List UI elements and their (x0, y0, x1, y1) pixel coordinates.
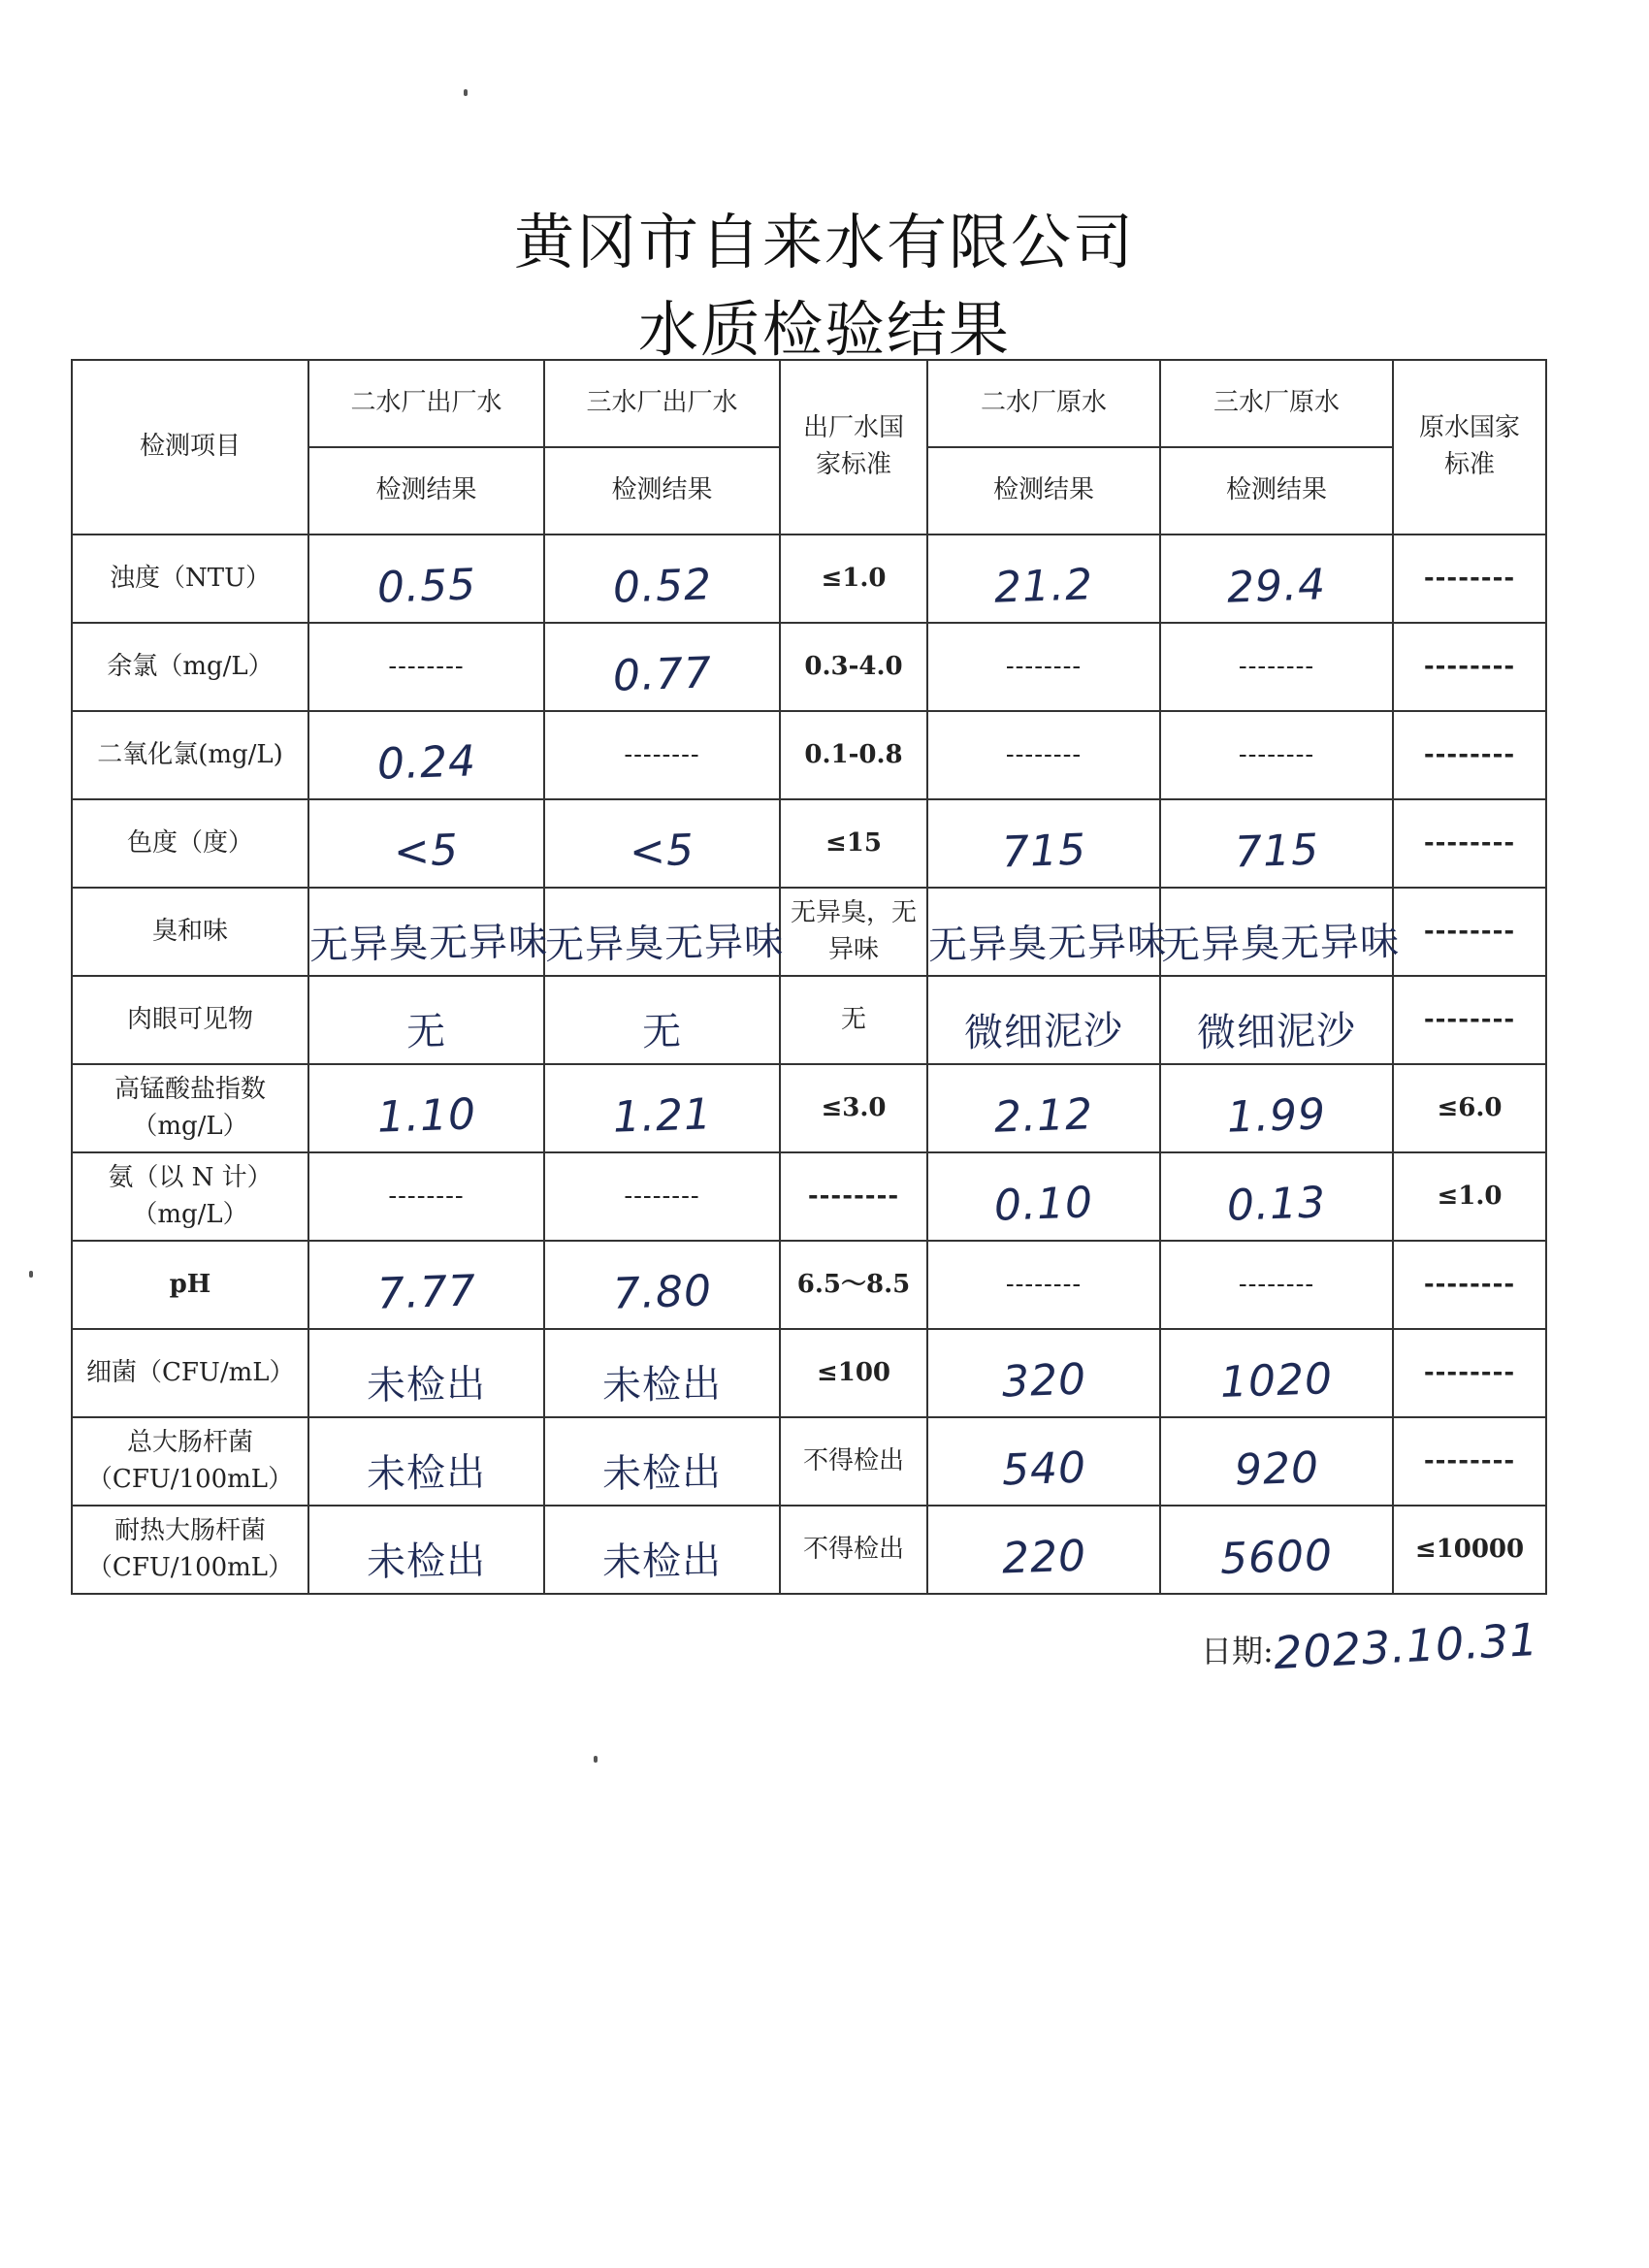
out-standard-value: 无 (780, 976, 927, 1064)
plant3-out-value (544, 1417, 780, 1506)
header-plant3-out: 三水厂出厂水 (544, 360, 780, 447)
plant2-raw-value: -------- (927, 623, 1160, 711)
out-standard-value: 6.5～8.5 (780, 1241, 927, 1329)
out-standard-value: ≤3.0 (780, 1064, 927, 1152)
plant2-out-value (308, 1064, 544, 1152)
header-plant2-out: 二水厂出厂水 (308, 360, 544, 447)
plant3-raw-value (1160, 1417, 1393, 1506)
plant3-out-value (544, 1329, 780, 1417)
plant2-out-value (308, 976, 544, 1064)
plant2-raw-value (927, 1417, 1160, 1506)
raw-standard-value: -------- (1393, 888, 1546, 976)
header-result: 检测结果 (1160, 447, 1393, 535)
plant3-out-value (544, 1506, 780, 1594)
handwritten-value: 1020 (1219, 1353, 1334, 1408)
plant3-out-value: -------- (544, 711, 780, 799)
table-row (72, 1152, 1546, 1241)
plant3-raw-value: -------- (1160, 711, 1393, 799)
plant3-out-value (544, 799, 780, 888)
handwritten-value: 715 (1000, 825, 1087, 878)
handwritten-value: 微细泥沙 (1196, 1008, 1357, 1055)
handwritten-value: 0.55 (375, 559, 477, 613)
raw-standard-value: -------- (1393, 976, 1546, 1064)
table-row (72, 1064, 1546, 1152)
raw-standard-value: -------- (1393, 535, 1546, 623)
plant2-out-value: -------- (308, 623, 544, 711)
plant2-raw-value: -------- (927, 1241, 1160, 1329)
table-row (72, 623, 1546, 711)
handwritten-value: 未检出 (366, 1538, 487, 1585)
item-cell: 耐热大肠杆菌（CFU/100mL） (72, 1506, 308, 1594)
header-plant2-raw: 二水厂原水 (927, 360, 1160, 447)
handwritten-value: 0.10 (993, 1177, 1094, 1231)
table-row (72, 711, 1546, 799)
table-row (72, 976, 1546, 1064)
out-standard-value: 无异臭，无异味 (780, 888, 927, 976)
document-title: 黄冈市自来水有限公司 (513, 207, 1135, 277)
handwritten-value: 未检出 (601, 1538, 723, 1585)
handwritten-value: 未检出 (601, 1449, 723, 1497)
handwritten-value: 1.10 (375, 1088, 477, 1143)
handwritten-value: 920 (1233, 1442, 1320, 1496)
plant3-raw-value (1160, 1064, 1393, 1152)
header-result: 检测结果 (544, 447, 780, 535)
handwritten-value: 无异臭无异味 (308, 919, 549, 968)
scan-speck (594, 1756, 598, 1763)
item-cell: 总大肠杆菌（CFU/100mL） (72, 1417, 308, 1506)
plant3-out-value (544, 1241, 780, 1329)
plant2-out-value (308, 1329, 544, 1417)
plant2-out-value (308, 888, 549, 976)
raw-standard-value: -------- (1393, 1417, 1546, 1506)
date-label: 日期: (1201, 1633, 1274, 1669)
handwritten-value: 7.77 (375, 1265, 477, 1319)
out-standard-value: ≤15 (780, 799, 927, 888)
item-cell: 浊度（NTU） (72, 535, 308, 623)
handwritten-value: 0.77 (611, 647, 713, 701)
results-body (72, 535, 1546, 1594)
plant3-raw-value (1160, 976, 1393, 1064)
handwritten-value: 320 (1000, 1354, 1087, 1408)
handwritten-value: 29.4 (1226, 559, 1327, 613)
plant2-out-value (308, 1417, 544, 1506)
raw-standard-value: ≤6.0 (1393, 1064, 1546, 1152)
plant2-raw-value (927, 976, 1160, 1064)
header-raw-standard: 原水国家标准 (1393, 360, 1546, 535)
out-standard-value: ≤100 (780, 1329, 927, 1417)
item-cell: 臭和味 (72, 888, 308, 976)
handwritten-value: 未检出 (366, 1361, 487, 1409)
plant2-out-value (308, 1506, 544, 1594)
handwritten-value: 0.13 (1226, 1177, 1327, 1231)
handwritten-value: 无异臭无异味 (927, 919, 1168, 968)
out-standard-value: 0.1-0.8 (780, 711, 927, 799)
raw-standard-value: -------- (1393, 1329, 1546, 1417)
handwritten-value: 未检出 (601, 1361, 723, 1409)
table-row (72, 1241, 1546, 1329)
plant2-out-value (308, 1241, 544, 1329)
plant2-raw-value (927, 1152, 1160, 1241)
plant3-out-value (544, 976, 780, 1064)
item-cell: 细菌（CFU/mL） (72, 1329, 308, 1417)
plant3-raw-value (1160, 1506, 1393, 1594)
handwritten-value: 2.12 (993, 1088, 1094, 1143)
plant2-raw-value (927, 1506, 1160, 1594)
item-cell: 氨（以 N 计）（mg/L） (72, 1152, 308, 1241)
raw-standard-value: -------- (1393, 1241, 1546, 1329)
out-standard-value: -------- (780, 1152, 927, 1241)
plant2-out-value (308, 711, 544, 799)
table-row (72, 1417, 1546, 1506)
handwritten-value: 715 (1233, 825, 1320, 878)
plant3-raw-value: -------- (1160, 1241, 1393, 1329)
plant2-raw-value (927, 1329, 1160, 1417)
plant2-out-value (308, 535, 544, 623)
item-cell: 余氯（mg/L） (72, 623, 308, 711)
plant2-raw-value (927, 888, 1168, 976)
header-result: 检测结果 (308, 447, 544, 535)
header-plant3-raw: 三水厂原水 (1160, 360, 1393, 447)
table-row (72, 888, 1546, 976)
plant2-raw-value (927, 1064, 1160, 1152)
date (1201, 1612, 1540, 1680)
scan-speck (29, 1271, 33, 1278)
handwritten-value: 无异臭无异味 (1160, 919, 1401, 968)
plant2-raw-value (927, 535, 1160, 623)
plant3-raw-value (1160, 799, 1393, 888)
table-row (72, 1329, 1546, 1417)
item-cell: 肉眼可见物 (72, 976, 308, 1064)
plant2-raw-value (927, 799, 1160, 888)
header-result: 检测结果 (927, 447, 1160, 535)
handwritten-value: 0.24 (375, 735, 477, 790)
item-cell: 高锰酸盐指数（mg/L） (72, 1064, 308, 1152)
handwritten-value: 7.80 (611, 1265, 713, 1319)
results-table (71, 359, 1547, 1595)
handwritten-value: 1.21 (611, 1088, 713, 1143)
raw-standard-value: -------- (1393, 623, 1546, 711)
handwritten-value: 220 (1000, 1531, 1087, 1584)
handwritten-value: 无异臭无异味 (544, 919, 785, 968)
raw-standard-value: -------- (1393, 711, 1546, 799)
out-standard-value: ≤1.0 (780, 535, 927, 623)
handwritten-value: 微细泥沙 (963, 1008, 1124, 1055)
out-standard-value: 不得检出 (780, 1417, 927, 1506)
plant3-raw-value (1160, 1329, 1393, 1417)
plant3-out-value: -------- (544, 1152, 780, 1241)
handwritten-value: <5 (393, 825, 460, 877)
handwritten-value: 无 (405, 1009, 447, 1054)
plant3-out-value (544, 623, 780, 711)
plant2-out-value (308, 799, 544, 888)
item-cell: 二氧化氯(mg/L) (72, 711, 308, 799)
plant3-raw-value (1160, 888, 1401, 976)
handwritten-value: 未检出 (366, 1449, 487, 1497)
header-out-standard: 出厂水国家标准 (780, 360, 927, 535)
handwritten-value: 0.52 (611, 559, 713, 613)
handwritten-value: 5600 (1219, 1530, 1334, 1584)
item-cell: 色度（度） (72, 799, 308, 888)
plant2-out-value: -------- (308, 1152, 544, 1241)
table-row (72, 799, 1546, 888)
raw-standard-value: ≤1.0 (1393, 1152, 1546, 1241)
plant3-out-value (544, 1064, 780, 1152)
header-item: 检测项目 (72, 360, 308, 535)
plant3-raw-value (1160, 535, 1393, 623)
plant3-raw-value (1160, 1152, 1393, 1241)
handwritten-value: 1.99 (1226, 1088, 1327, 1143)
plant3-raw-value: -------- (1160, 623, 1393, 711)
handwritten-value: 540 (1000, 1442, 1087, 1496)
plant3-out-value (544, 888, 785, 976)
out-standard-value: 不得检出 (780, 1506, 927, 1594)
plant2-raw-value: -------- (927, 711, 1160, 799)
item-cell: pH (72, 1241, 308, 1329)
plant3-out-value (544, 535, 780, 623)
raw-standard-value: ≤10000 (1393, 1506, 1546, 1594)
out-standard-value: 0.3-4.0 (780, 623, 927, 711)
document-subtitle: 水质检验结果 (637, 294, 1011, 365)
handwritten-value: 无 (641, 1009, 683, 1054)
handwritten-value: 21.2 (993, 559, 1094, 613)
table-row (72, 535, 1546, 623)
handwritten-value: <5 (629, 825, 695, 877)
scan-speck (464, 89, 468, 96)
date-value: 2023.10.31 (1272, 1612, 1540, 1680)
table-row (72, 1506, 1546, 1594)
raw-standard-value: -------- (1393, 799, 1546, 888)
